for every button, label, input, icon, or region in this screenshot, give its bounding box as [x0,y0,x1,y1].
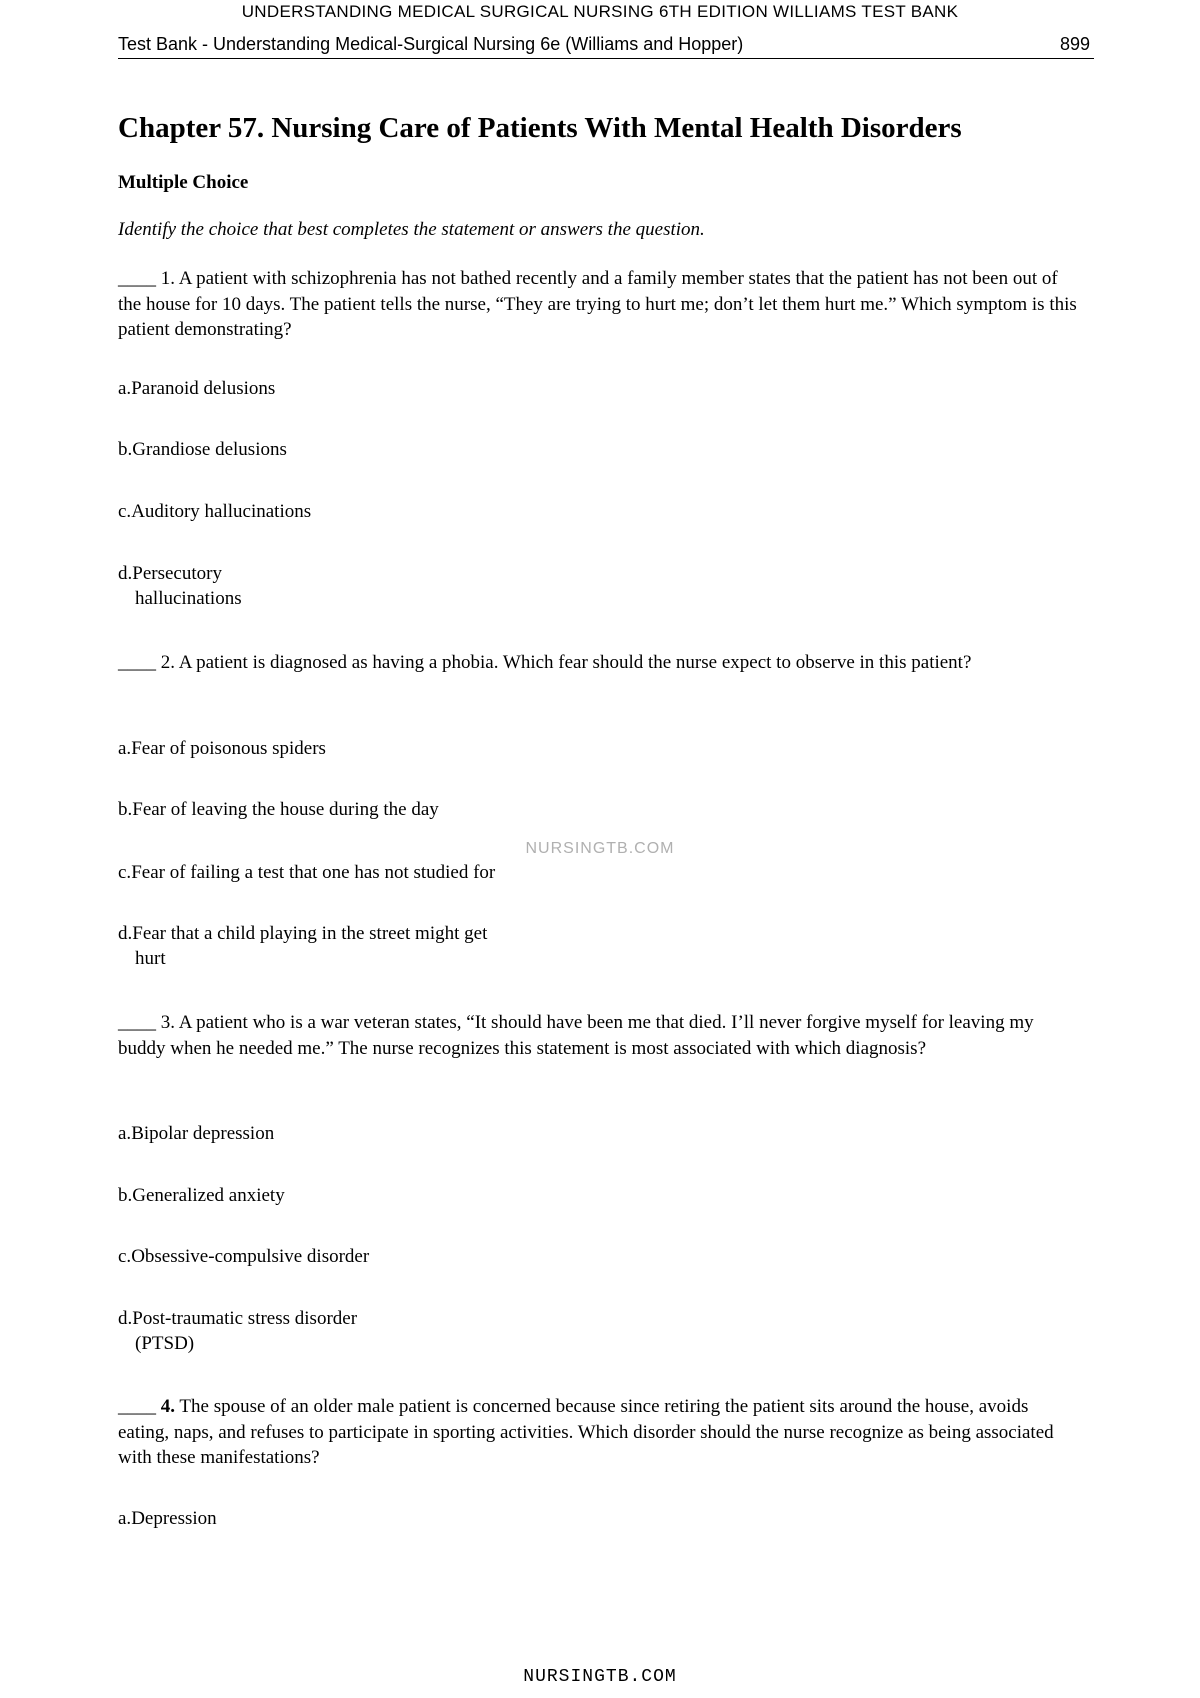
option-2b [118,798,439,823]
instructions: Identify the choice that best completes the statement or answers the question. [118,219,705,240]
option-letter: b. [118,799,133,820]
section-heading: Multiple Choice [118,172,249,193]
running-header [118,34,1094,59]
option-letter: a. [118,1123,132,1144]
question-text: A patient with schizophrenia has not bathed recently and a family member states that the patient has not been out of the house for 10 days. The patient tells the nurse, “They are trying to hurt me; don’t let them hurt me.” Which symptom is this patient demonstrating? [118,268,1077,340]
option-2d [118,922,487,971]
question-1 [118,266,1078,343]
question-4 [118,1394,1078,1471]
question-number: 2. [160,652,175,673]
option-letter: a. [118,378,132,399]
answer-blank: ____ [118,652,156,673]
option-1a [118,377,275,402]
answer-blank: ____ [118,1012,156,1033]
question-2 [118,650,1078,676]
option-text: Fear of leaving the house during the day [132,799,439,820]
option-text-continued: hurt [135,947,166,969]
option-letter: d. [118,1308,133,1329]
option-text-continued: hallucinations [135,587,242,609]
question-number: 3. [160,1012,175,1033]
option-text: Generalized anxiety [132,1185,285,1206]
option-2a [118,737,326,762]
option-letter: d. [118,923,133,944]
option-text: Persecutory [132,563,222,584]
question-3 [118,1010,1078,1061]
option-letter: a. [118,738,132,759]
question-text: A patient who is a war veteran states, “It should have been me that died. I’ll never forgive myself for leaving my buddy when he needed me.” The nurse recognizes this statement is most associated with which diagnosis? [118,1012,1034,1059]
option-text: Obsessive-compulsive disorder [131,1246,370,1267]
watermark: NURSINGTB.COM [525,840,675,857]
option-3d [118,1307,357,1356]
option-letter: c. [118,501,132,522]
question-number: 1. [160,268,175,289]
option-letter: b. [118,1185,133,1206]
option-1b [118,438,287,463]
option-text: Fear of failing a test that one has not studied for [131,862,496,883]
top-banner: UNDERSTANDING MEDICAL SURGICAL NURSING 6TH EDITION WILLIAMS TEST BANK [241,2,959,21]
answer-blank: ____ [118,268,156,289]
option-text: Grandiose delusions [132,439,287,460]
option-text: Auditory hallucinations [131,501,312,522]
option-text: Post-traumatic stress disorder [132,1308,358,1329]
option-letter: c. [118,862,132,883]
option-letter: c. [118,1246,132,1267]
option-3a [118,1122,274,1147]
page-number: 899 [1059,34,1090,54]
option-letter: a. [118,1508,132,1529]
question-text: A patient is diagnosed as having a phobia. Which fear should the nurse expect to observe in this patient? [178,652,972,673]
option-letter: d. [118,563,133,584]
option-3c [118,1245,369,1270]
option-1c [118,500,311,525]
footer-watermark: NURSINGTB.COM [523,1667,677,1687]
option-text: Paranoid delusions [131,378,276,399]
option-2c [118,861,495,886]
option-letter: b. [118,439,133,460]
option-text: Fear that a child playing in the street might get [132,923,488,944]
option-text: Fear of poisonous spiders [131,738,326,759]
question-text: The spouse of an older male patient is concerned because since retiring the patient sits around the house, avoids eating, naps, and refuses to participate in sporting activities. Which disorder should the nurse recognize as being associated with these manifestations? [118,1396,1054,1468]
answer-blank: ____ [118,1396,156,1417]
option-text-continued: (PTSD) [135,1332,195,1354]
option-3b [118,1184,285,1209]
chapter-title: Chapter 57. Nursing Care of Patients With Mental Health Disorders [118,112,962,144]
header-title: Test Bank - Understanding Medical-Surgical Nursing 6e (Williams and Hopper) [118,34,744,54]
question-number: 4. [160,1396,175,1417]
option-1d [118,562,242,611]
option-text: Depression [131,1508,217,1529]
option-text: Bipolar depression [131,1123,275,1144]
option-4a [118,1507,217,1532]
